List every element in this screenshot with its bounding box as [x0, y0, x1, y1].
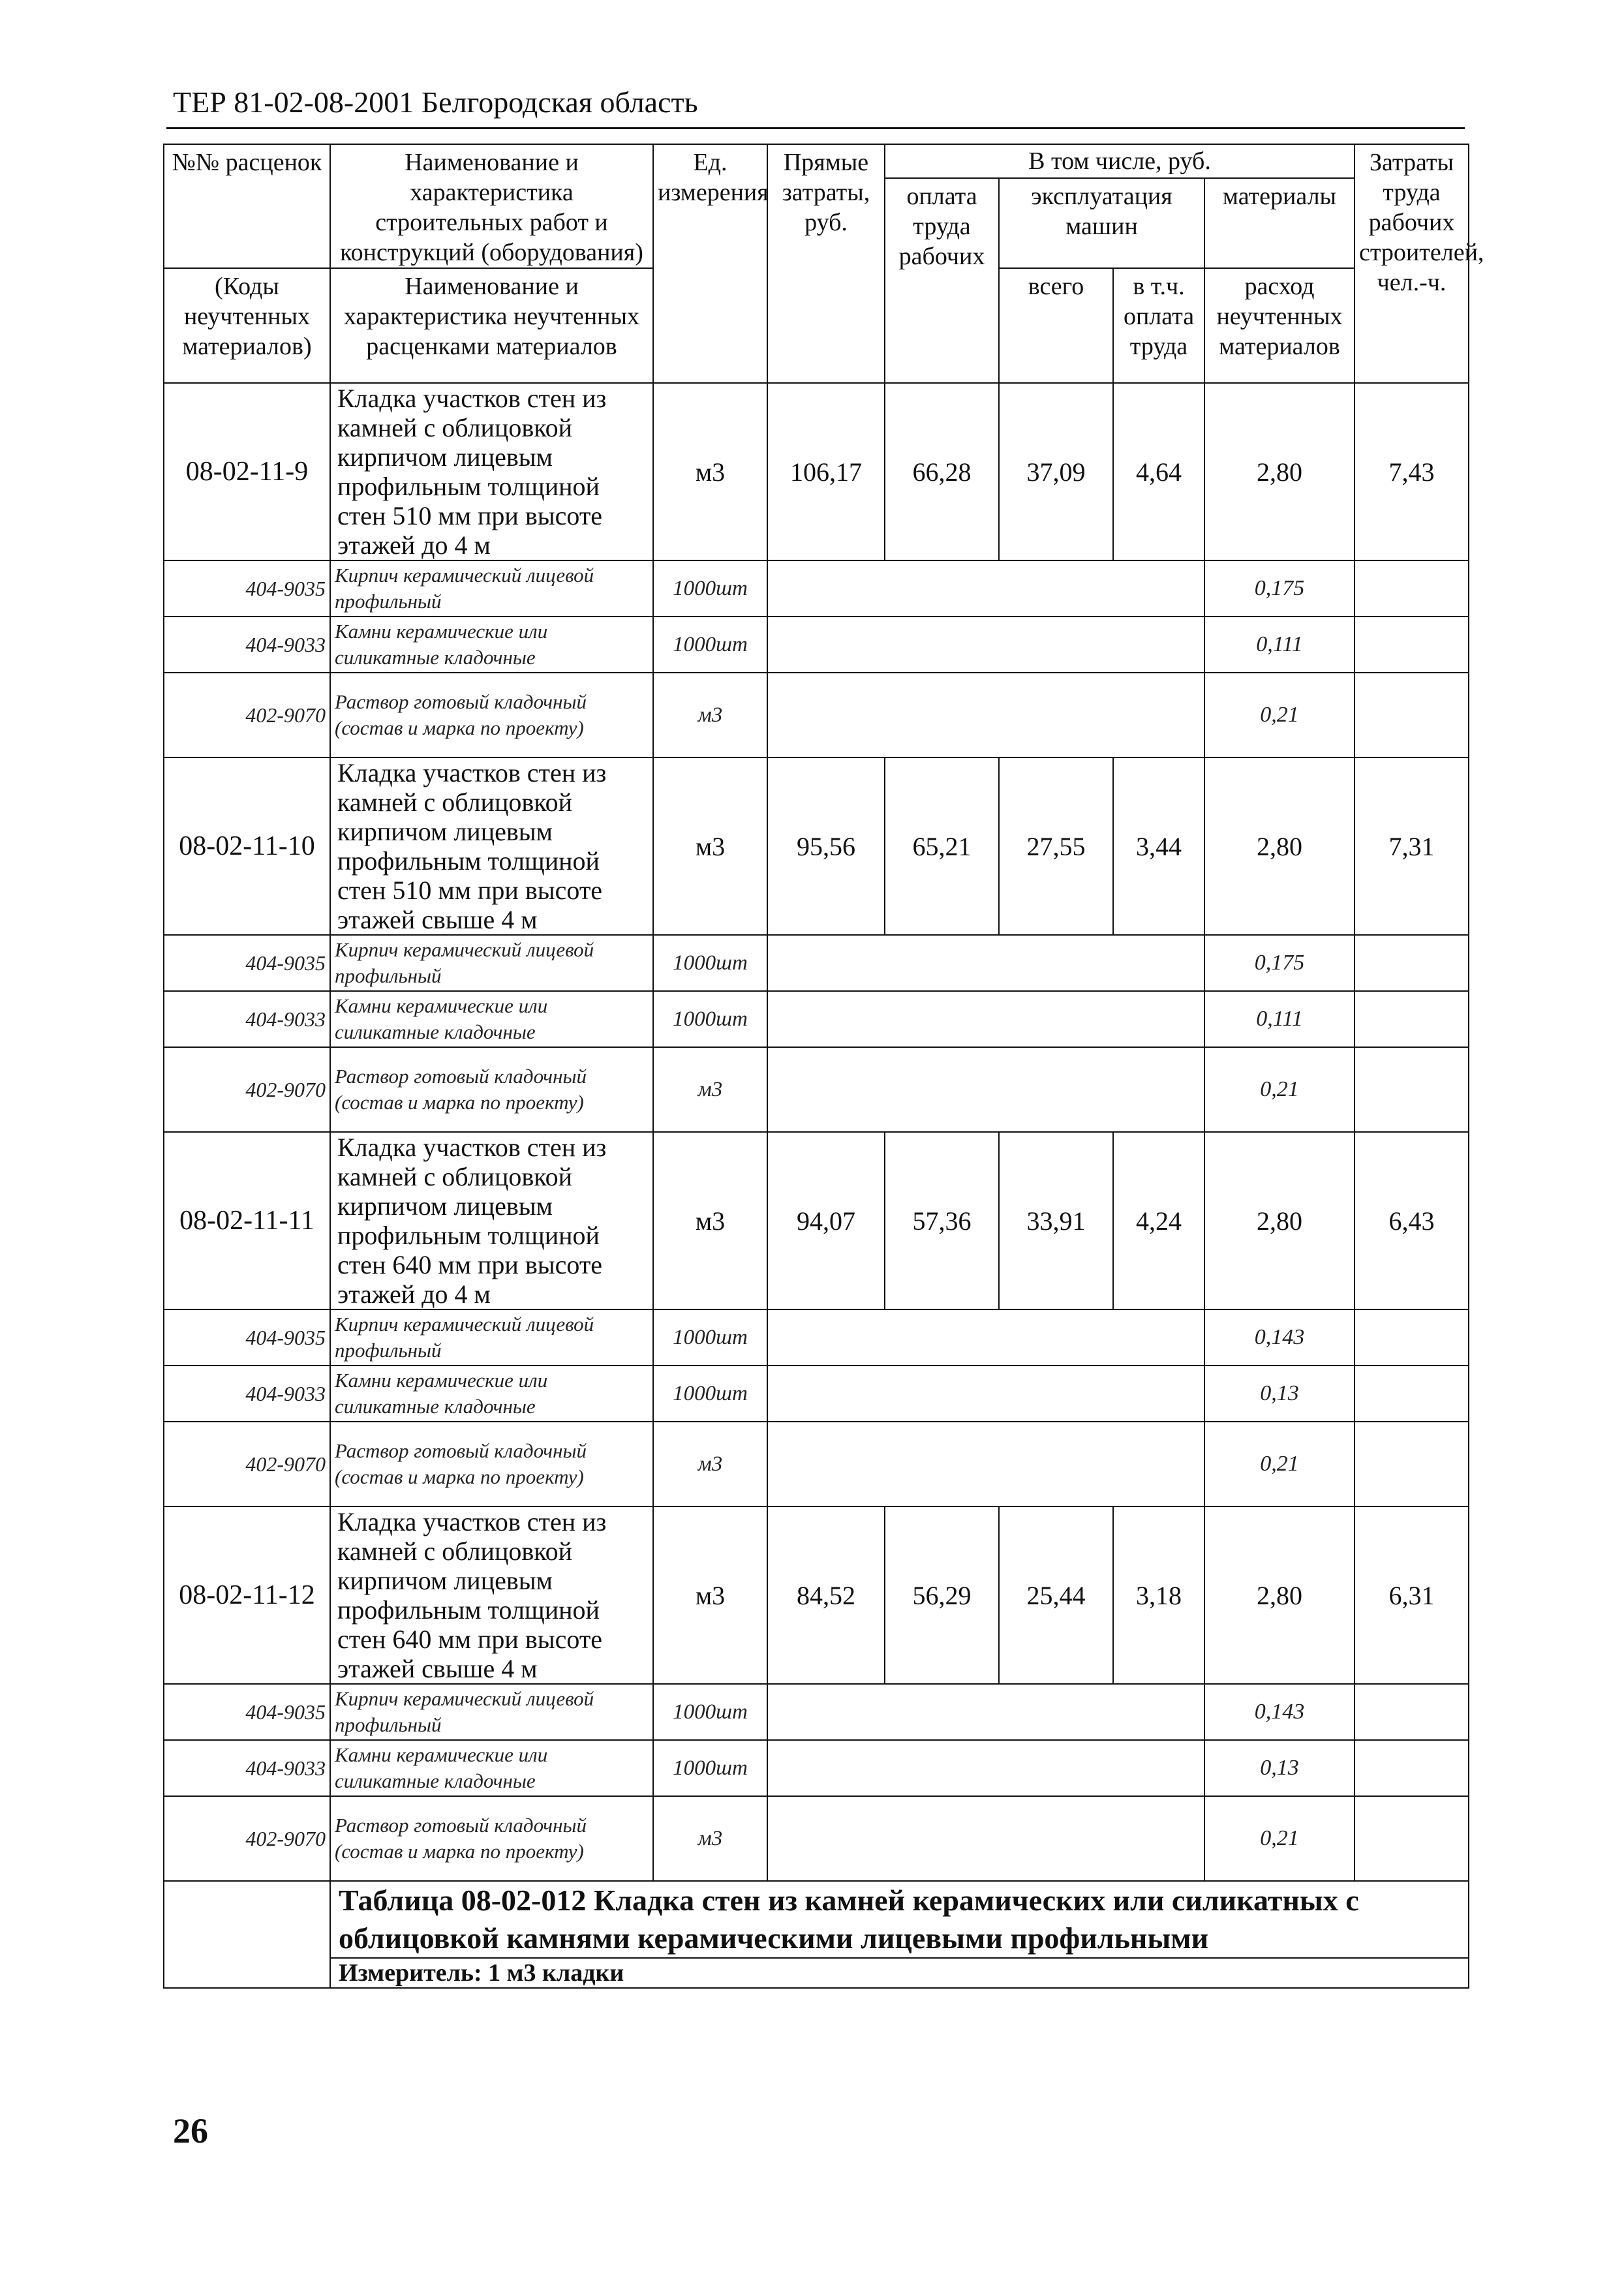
material-unit: 1000шт — [653, 617, 767, 673]
rate-unit: м3 — [653, 757, 767, 935]
rate-labor-pay: 56,29 — [885, 1506, 999, 1684]
rate-labor-cost: 7,31 — [1355, 757, 1469, 935]
header-machines-incl: в т.ч. оплата труда — [1113, 268, 1204, 383]
rate-machines-total: 37,09 — [999, 383, 1113, 560]
material-name: Камни керамические или силикатные кладочные — [330, 991, 653, 1047]
material-row — [164, 991, 1469, 1047]
material-blank — [767, 673, 1204, 757]
header-labor-pay: оплата труда рабочих — [885, 178, 999, 383]
table-caption-meter: Измеритель: 1 м3 кладки — [330, 1958, 1469, 1988]
material-code: 404-9033 — [164, 1740, 330, 1796]
material-qty: 0,175 — [1204, 560, 1355, 617]
rate-materials: 2,80 — [1204, 1506, 1355, 1684]
header-name: Наименование и характеристика строительных работ и конструкций (оборудования) — [330, 144, 653, 268]
material-unit: 1000шт — [653, 1684, 767, 1740]
rate-labor-pay: 65,21 — [885, 757, 999, 935]
material-blank-end — [1355, 1740, 1469, 1796]
caption-blank — [164, 1881, 330, 1988]
header-code: №№ расценок — [164, 144, 330, 268]
rate-name: Кладка участков стен из камней с облицовкой кирпичом лицевым профильным толщиной стен 510 мм при высоте этажей свыше 4 м — [330, 757, 653, 935]
rate-unit: м3 — [653, 1506, 767, 1684]
header-name-sub: Наименование и характеристика неучтенных расценками материалов — [330, 268, 653, 383]
header-code-sub: (Коды неучтенных материалов) — [164, 268, 330, 383]
rate-materials: 2,80 — [1204, 1132, 1355, 1309]
material-unit: 1000шт — [653, 1309, 767, 1366]
material-blank — [767, 1796, 1204, 1881]
material-blank-end — [1355, 1366, 1469, 1422]
material-qty: 0,143 — [1204, 1309, 1355, 1366]
material-code: 402-9070 — [164, 1796, 330, 1881]
rates-table — [163, 144, 1484, 1989]
rate-unit: м3 — [653, 1132, 767, 1309]
material-name: Раствор готовый кладочный (состав и марка по проекту) — [330, 1796, 653, 1881]
header-including: В том числе, руб. — [885, 144, 1355, 178]
material-code: 404-9035 — [164, 560, 330, 617]
rate-labor-cost: 6,43 — [1355, 1132, 1469, 1309]
material-blank — [767, 1366, 1204, 1422]
material-blank-end — [1355, 1309, 1469, 1366]
header-machines: эксплуатация машин — [999, 178, 1204, 268]
rate-code: 08-02-11-11 — [164, 1132, 330, 1309]
material-unit: 1000шт — [653, 991, 767, 1047]
rate-machines-labor: 3,18 — [1113, 1506, 1204, 1684]
rates-body — [164, 144, 1484, 1988]
header-labor-cost: Затраты труда рабочих строителей, чел.-ч. — [1355, 144, 1469, 383]
material-unit: 1000шт — [653, 560, 767, 617]
material-blank-end — [1355, 617, 1469, 673]
material-name: Кирпич керамический лицевой профильный — [330, 560, 653, 617]
material-row — [164, 1422, 1469, 1506]
material-blank — [767, 935, 1204, 991]
material-qty: 0,21 — [1204, 1796, 1355, 1881]
material-code: 404-9035 — [164, 1309, 330, 1366]
header-unit: Ед. измерения — [653, 144, 767, 383]
material-row — [164, 560, 1469, 617]
material-blank — [767, 1422, 1204, 1506]
material-blank — [767, 560, 1204, 617]
material-code: 404-9035 — [164, 935, 330, 991]
material-name: Камни керамические или силикатные кладочные — [330, 1366, 653, 1422]
material-code: 402-9070 — [164, 1047, 330, 1132]
material-name: Камни керамические или силикатные кладочные — [330, 617, 653, 673]
material-unit: 1000шт — [653, 935, 767, 991]
rate-direct-cost: 84,52 — [767, 1506, 885, 1684]
header-row-1 — [164, 144, 1469, 178]
material-name: Камни керамические или силикатные кладочные — [330, 1740, 653, 1796]
caption-row — [164, 1881, 1469, 1958]
table-caption-title: Таблица 08-02-012 Кладка стен из камней керамических или силикатных с облицовкой камнями керамическими лицевыми профильными — [330, 1881, 1469, 1958]
rate-machines-labor: 4,24 — [1113, 1132, 1204, 1309]
material-blank — [767, 1740, 1204, 1796]
header-direct: Прямые затраты, руб. — [767, 144, 885, 383]
material-code: 404-9033 — [164, 617, 330, 673]
rate-name: Кладка участков стен из камней с облицовкой кирпичом лицевым профильным толщиной стен 640 мм при высоте этажей до 4 м — [330, 1132, 653, 1309]
material-row — [164, 1740, 1469, 1796]
material-blank-end — [1355, 935, 1469, 991]
material-code: 402-9070 — [164, 1422, 330, 1506]
rate-row — [164, 757, 1469, 935]
material-unit: м3 — [653, 673, 767, 757]
material-code: 404-9033 — [164, 991, 330, 1047]
header-materials-sub: расход неучтенных материалов — [1204, 268, 1355, 383]
material-qty: 0,143 — [1204, 1684, 1355, 1740]
material-name: Кирпич керамический лицевой профильный — [330, 935, 653, 991]
rate-row — [164, 1506, 1469, 1684]
material-blank — [767, 1684, 1204, 1740]
material-blank-end — [1355, 1422, 1469, 1506]
rate-code: 08-02-11-9 — [164, 383, 330, 560]
material-qty: 0,21 — [1204, 673, 1355, 757]
material-row — [164, 935, 1469, 991]
page-number: 26 — [173, 2111, 208, 2150]
rate-direct-cost: 95,56 — [767, 757, 885, 935]
material-unit: 1000шт — [653, 1740, 767, 1796]
material-blank-end — [1355, 1684, 1469, 1740]
material-name: Раствор готовый кладочный (состав и марка по проекту) — [330, 1422, 653, 1506]
header-materials: материалы — [1204, 178, 1355, 268]
rate-machines-labor: 4,64 — [1113, 383, 1204, 560]
material-row — [164, 1684, 1469, 1740]
material-qty: 0,175 — [1204, 935, 1355, 991]
rate-row — [164, 383, 1469, 560]
material-blank-end — [1355, 991, 1469, 1047]
material-blank-end — [1355, 560, 1469, 617]
material-name: Кирпич керамический лицевой профильный — [330, 1309, 653, 1366]
rate-labor-cost: 7,43 — [1355, 383, 1469, 560]
rate-labor-pay: 57,36 — [885, 1132, 999, 1309]
rate-labor-cost: 6,31 — [1355, 1506, 1469, 1684]
material-name: Кирпич керамический лицевой профильный — [330, 1684, 653, 1740]
material-unit: 1000шт — [653, 1366, 767, 1422]
material-row — [164, 1796, 1469, 1881]
material-code: 404-9035 — [164, 1684, 330, 1740]
material-unit: м3 — [653, 1422, 767, 1506]
material-qty: 0,13 — [1204, 1366, 1355, 1422]
rate-name: Кладка участков стен из камней с облицовкой кирпичом лицевым профильным толщиной стен 640 мм при высоте этажей свыше 4 м — [330, 1506, 653, 1684]
material-qty: 0,21 — [1204, 1047, 1355, 1132]
rate-labor-pay: 66,28 — [885, 383, 999, 560]
material-qty: 0,111 — [1204, 617, 1355, 673]
page-header: ТЕР 81-02-08-2001 Белгородская область — [173, 85, 698, 119]
rate-direct-cost: 106,17 — [767, 383, 885, 560]
material-row — [164, 617, 1469, 673]
material-code: 402-9070 — [164, 673, 330, 757]
material-unit: м3 — [653, 1047, 767, 1132]
rate-code: 08-02-11-12 — [164, 1506, 330, 1684]
rate-machines-labor: 3,44 — [1113, 757, 1204, 935]
meter-row — [164, 1958, 1469, 1988]
material-blank — [767, 991, 1204, 1047]
material-row — [164, 1047, 1469, 1132]
material-blank-end — [1355, 1796, 1469, 1881]
material-name: Раствор готовый кладочный (состав и марка по проекту) — [330, 1047, 653, 1132]
rate-direct-cost: 94,07 — [767, 1132, 885, 1309]
material-row — [164, 1309, 1469, 1366]
material-qty: 0,111 — [1204, 991, 1355, 1047]
rate-code: 08-02-11-10 — [164, 757, 330, 935]
material-name: Раствор готовый кладочный (состав и марка по проекту) — [330, 673, 653, 757]
rate-materials: 2,80 — [1204, 383, 1355, 560]
material-blank — [767, 617, 1204, 673]
material-row — [164, 673, 1469, 757]
material-qty: 0,21 — [1204, 1422, 1355, 1506]
material-blank — [767, 1309, 1204, 1366]
material-code: 404-9033 — [164, 1366, 330, 1422]
rate-machines-total: 27,55 — [999, 757, 1113, 935]
material-unit: м3 — [653, 1796, 767, 1881]
rate-row — [164, 1132, 1469, 1309]
material-row — [164, 1366, 1469, 1422]
material-blank — [767, 1047, 1204, 1132]
rate-machines-total: 25,44 — [999, 1506, 1113, 1684]
rate-name: Кладка участков стен из камней с облицовкой кирпичом лицевым профильным толщиной стен 510 мм при высоте этажей до 4 м — [330, 383, 653, 560]
rate-machines-total: 33,91 — [999, 1132, 1113, 1309]
material-qty: 0,13 — [1204, 1740, 1355, 1796]
rate-materials: 2,80 — [1204, 757, 1355, 935]
header-machines-total: всего — [999, 268, 1113, 383]
material-blank-end — [1355, 1047, 1469, 1132]
header-rule — [166, 127, 1465, 129]
rate-unit: м3 — [653, 383, 767, 560]
material-blank-end — [1355, 673, 1469, 757]
